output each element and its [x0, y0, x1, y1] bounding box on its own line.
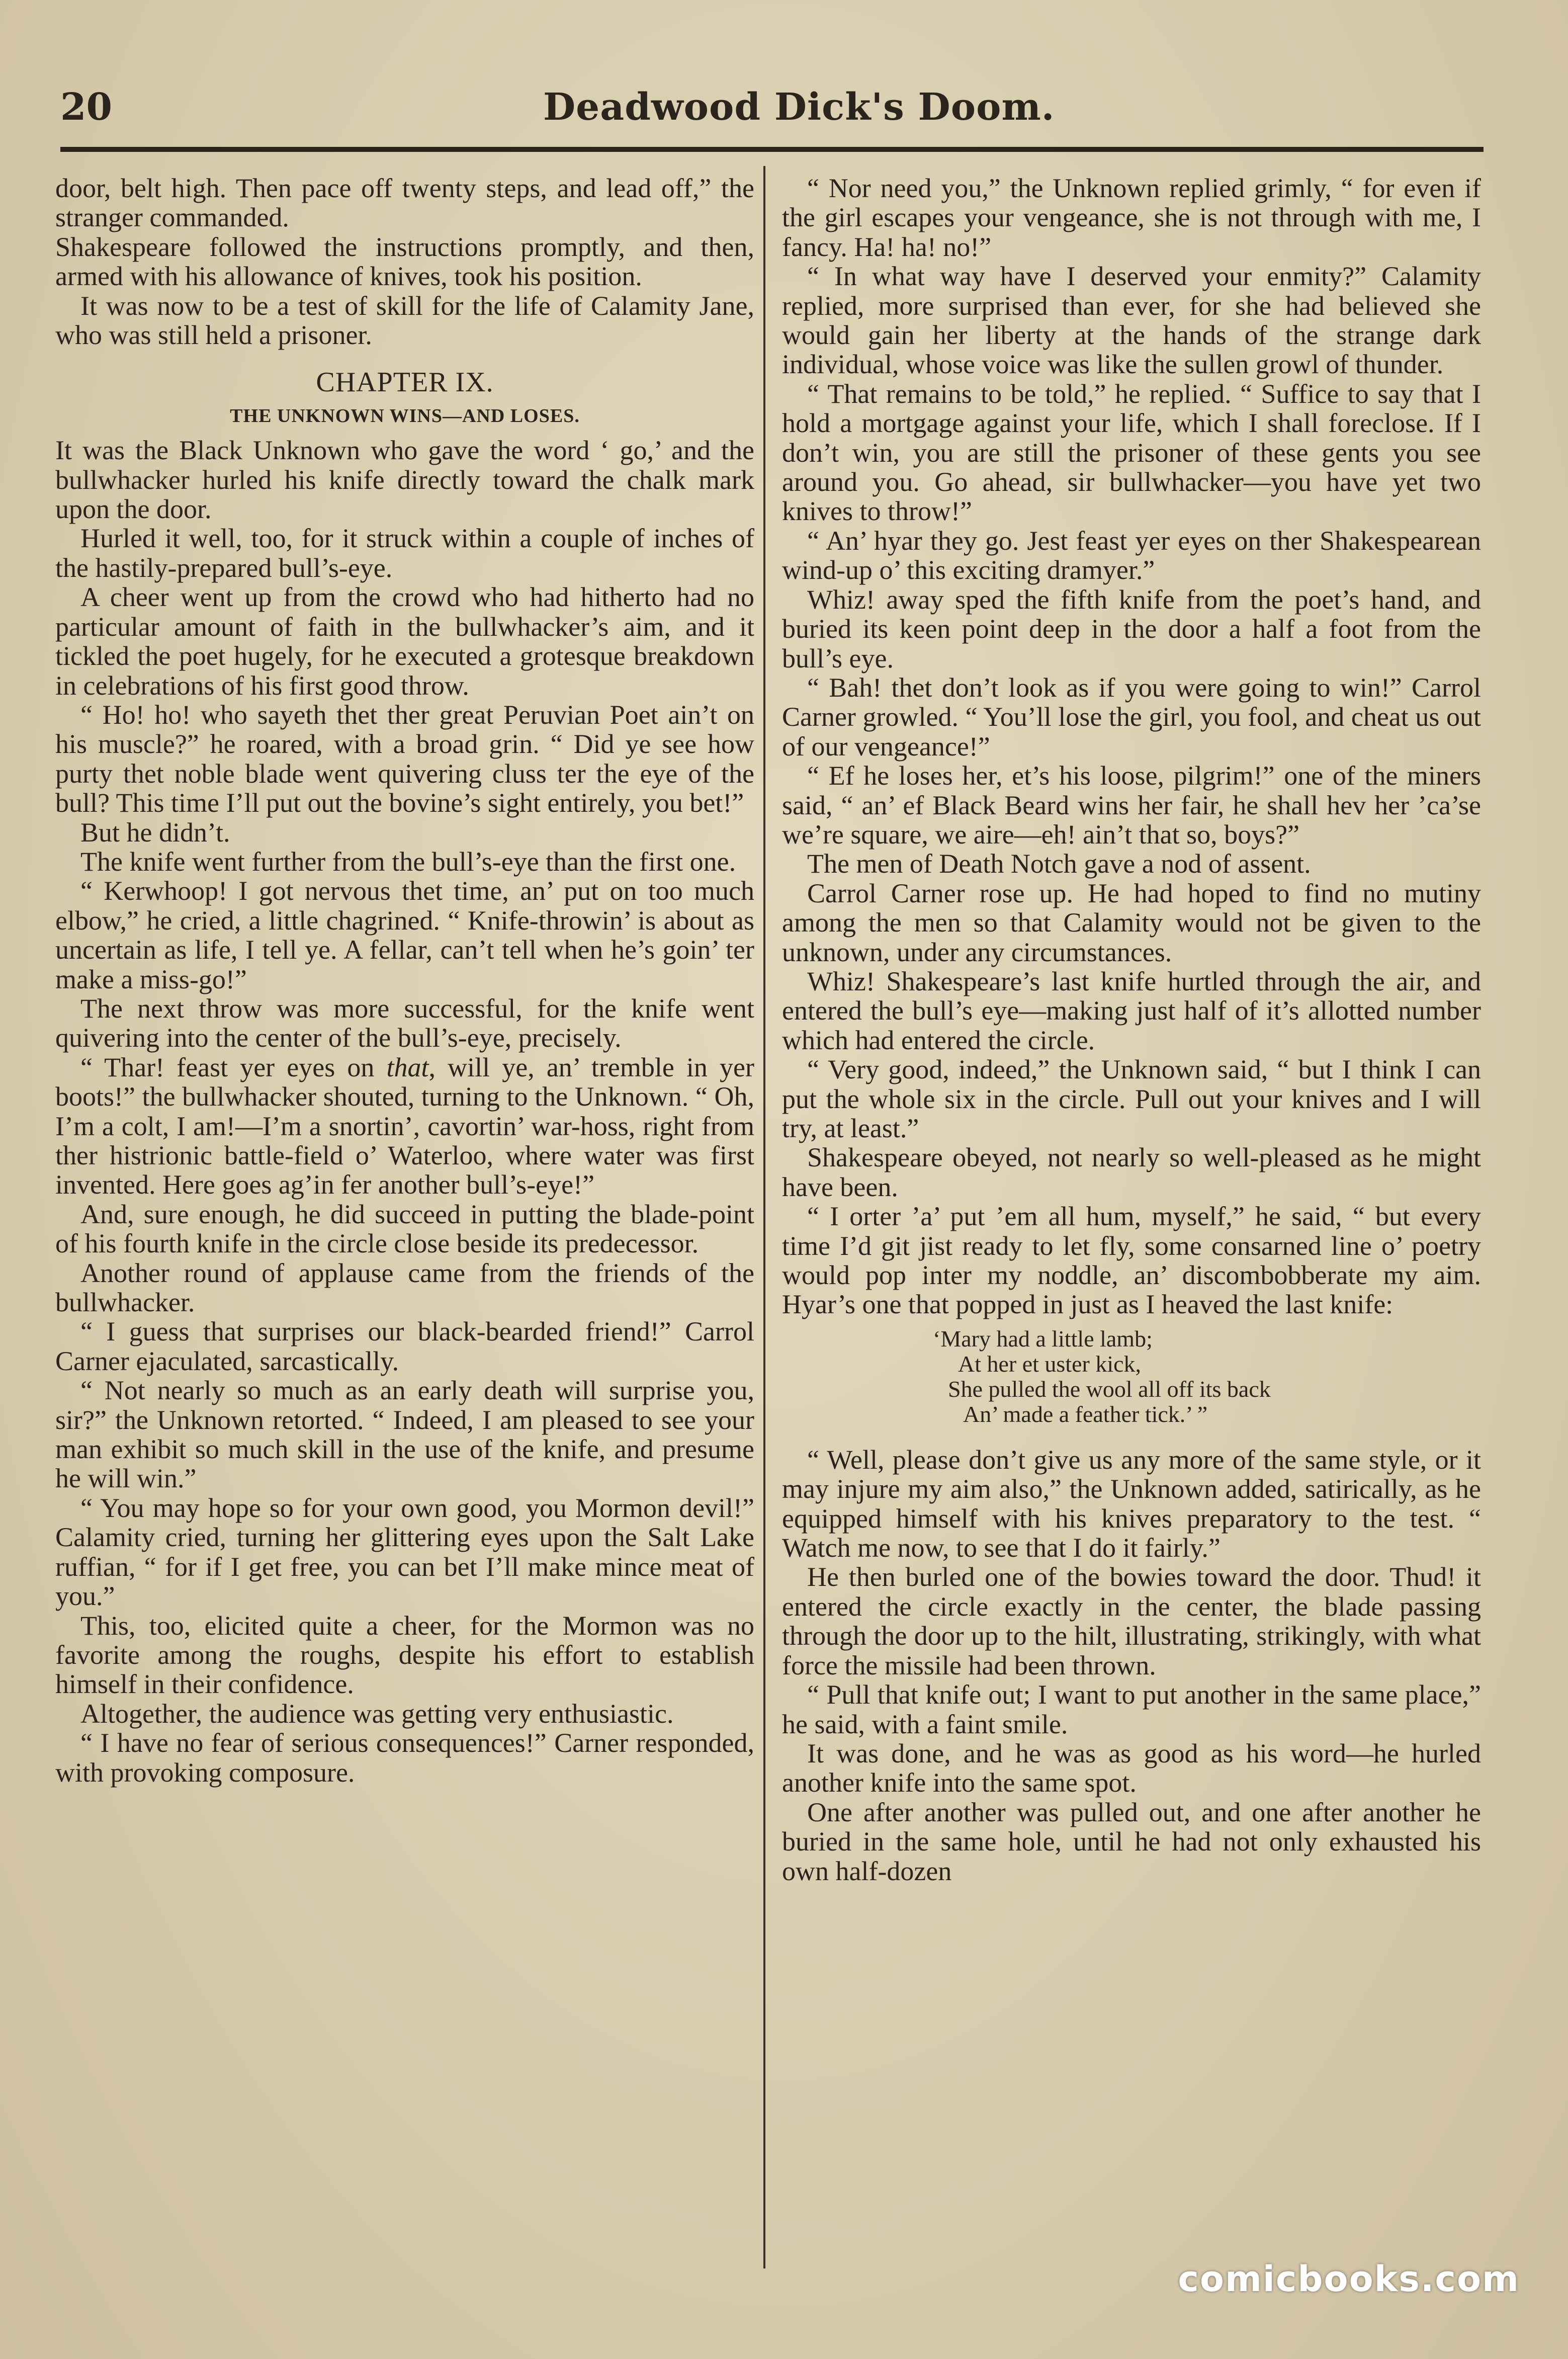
text-run: , will ye, an’ tremble in yer boots!” the bullwhacker shouted, turning to the Unknown. “ Oh, I’m a colt, I am!—I’m a snortin’, cavortin’ war-hoss, right from ther histrionic battle-field o’ Waterloo, where water was first invented. Here goes ag’in fer another bull’s-eye!” [55, 1052, 754, 1200]
paragraph: Hurled it well, too, for it struck within a couple of inches of the hastily-prepared bull’s-eye. [55, 523, 754, 583]
header-rule [60, 147, 1484, 152]
paragraph: “ Not nearly so much as an early death will surprise you, sir?” the Unknown retorted. “ Indeed, I am pleased to see your man exhibit so much skill in the use of the knife, and presume he will win.” [55, 1375, 754, 1494]
paragraph: The men of Death Notch gave a nod of assent. [807, 849, 1311, 879]
verse-block [782, 1326, 1481, 1427]
paragraph: Carrol Carner rose up. He had hoped to find no mutiny among the men so that Calamity would not be given to the unknown, under any circumstances. [782, 878, 1481, 967]
paragraph: And, sure enough, he did succeed in putting the blade-point of his fourth knife in the circle close beside its predecessor. [55, 1199, 754, 1259]
paragraph: “ Well, please don’t give us any more of the same style, or it may injure my aim also,” the Unknown added, satirically, as he equipped himself with his knives preparatory to the test. “ Watch me now, to see that I do it fairly.” [782, 1444, 1481, 1563]
paragraph: “ That remains to be told,” he replied. “ Suffice to say that I hold a mortgage against your life, which I shall foreclose. If I don’t win, you are still the prisoner of these gents you see around you. Go ahead, sir bullwhacker—you have yet two knives to throw!” [782, 378, 1481, 527]
paragraph: It was now to be a test of skill for the life of Calamity Jane, who was still held a prisoner. [55, 290, 754, 351]
running-title: Deadwood Dick's Doom. [543, 86, 1055, 129]
page-header [60, 86, 1468, 141]
paragraph: “ In what way have I deserved your enmity?” Calamity replied, more surprised than ever, for she had believed she would gain her liberty at the hands of the strange dark individual, whose voice was like the sullen growl of thunder. [782, 261, 1481, 380]
paragraph: It was done, and he was as good as his word—he hurled another knife into the same spot. [782, 1738, 1481, 1798]
left-column [55, 174, 754, 1787]
paragraph: “ Nor need you,” the Unknown replied grimly, “ for even if the girl escapes your vengeance, she is not through with me, I fancy. Ha! ha! no!” [782, 173, 1481, 262]
paragraph: “ An’ hyar they go. Jest feast yer eyes on ther Shakespearean wind-up o’ this exciting dramyer.” [782, 525, 1481, 585]
paragraph: “ Ef he loses her, et’s his loose, pilgrim!” one of the miners said, “ an’ ef Black Beard wins her fair, he shall hev her ’ca’se we’re square, we aire—eh! ain’t that so, boys?” [782, 761, 1481, 850]
paragraph: door, belt high. Then pace off twenty steps, and lead off,” the stranger commanded. [55, 173, 754, 233]
text-run: “ Thar! feast yer eyes on [80, 1052, 387, 1082]
paragraph: This, too, elicited quite a cheer, for the Mormon was no favorite among the roughs, despite his effort to establish himself in their confidence. [55, 1610, 754, 1700]
verse-line: At her et uster kick, [958, 1351, 1142, 1377]
verse-line: ‘Mary had a little lamb; [933, 1325, 1153, 1352]
paragraph: The knife went further from the bull’s-eye than the first one. [80, 846, 736, 877]
paragraph: “ Very good, indeed,” the Unknown said, “ but I think I can put the whole six in the circle. Pull out your knives and I will try, at least.” [782, 1054, 1481, 1143]
chapter-title: CHAPTER IX. [316, 367, 494, 398]
paragraph: “ Ho! ho! who sayeth thet ther great Peruvian Poet ain’t on his muscle?” he roared, with a broad grin. “ Did ye see how purty thet noble blade went quivering cluss ter the eye of the bull? This time I’ll put out the bovine’s sight entirely, you bet!” [55, 699, 754, 818]
paragraph: “ I have no fear of serious consequences!” Carner responded, with provoking composure. [55, 1728, 754, 1788]
paragraph: Shakespeare obeyed, not nearly so well-pleased as he might have been. [782, 1142, 1481, 1202]
verse-line: She pulled the wool all off its back [948, 1376, 1271, 1402]
paragraph [55, 1053, 754, 1200]
paragraph: Whiz! away sped the fifth knife from the poet’s hand, and buried its keen point deep in the door a half a foot from the bull’s eye. [782, 584, 1481, 673]
paragraph: One after another was pulled out, and one after another he buried in the same hole, until he had not only exhausted his own half-dozen [782, 1797, 1481, 1886]
paragraph: “ You may hope so for your own good, you Mormon devil!” Calamity cried, turning her glittering eyes upon the Salt Lake ruffian, “ for if I get free, you can bet I’ll make mince meat of you.” [55, 1492, 754, 1612]
paragraph: “ Bah! thet don’t look as if you were going to win!” Carrol Carner growled. “ You’ll lose the girl, you fool, and cheat us out of our vengeance!” [782, 672, 1481, 762]
paragraph: Whiz! Shakespeare’s last knife hurtled through the air, and entered the bull’s eye—making just half of it’s allotted number which had entered the circle. [782, 966, 1481, 1055]
page-number: 20 [60, 86, 112, 129]
paragraph: A cheer went up from the crowd who had hitherto had no particular amount of faith in the bullwhacker’s aim, and it tickled the poet hugely, for he executed a grotesque breakdown in celebrations of his first good throw. [55, 582, 754, 701]
chapter-subtitle: THE UNKNOWN WINS—AND LOSES. [230, 405, 580, 427]
paragraph: “ I guess that surprises our black-bearded friend!” Carrol Carner ejaculated, sarcastically. [55, 1316, 754, 1376]
paragraph: But he didn’t. [80, 817, 230, 848]
emphasis: that [386, 1052, 429, 1082]
paragraph: The next throw was more successful, for the knife went quivering into the center of the bull’s-eye, precisely. [55, 993, 754, 1053]
column-divider [763, 166, 765, 2268]
right-column [782, 174, 1481, 1886]
paragraph: Shakespeare followed the instructions promptly, and then, armed with his allowance of knives, took his position. [55, 231, 754, 292]
verse-line: An’ made a feather tick.’ ” [963, 1401, 1208, 1427]
paragraph: Altogether, the audience was getting very enthusiastic. [80, 1698, 674, 1729]
paragraph: It was the Black Unknown who gave the word ‘ go,’ and the bullwhacker hurled his knife directly toward the chalk mark upon the door. [55, 435, 754, 525]
paragraph: “ Kerwhoop! I got nervous thet time, an’ put on too much elbow,” he cried, a little chagrined. “ Knife-throwin’ is about as uncertain as life, I tell ye. A fellar, can’t tell when he’s goin’ ter make a miss-go!” [55, 876, 754, 994]
paragraph: “ Pull that knife out; I want to put another in the same place,” he said, with a faint smile. [782, 1679, 1481, 1739]
paragraph: “ I orter ’a’ put ’em all hum, myself,” he said, “ but every time I’d git jist ready to let fly, some consarned line o’ poetry would pop inter my noddle, an’ discombobberate my aim. Hyar’s one that popped in just as I heaved the last knife: [782, 1201, 1481, 1320]
site-watermark: comicbooks.com [1178, 2258, 1520, 2300]
paragraph: Another round of applause came from the friends of the bullwhacker. [55, 1257, 754, 1318]
paragraph: He then burled one of the bowies toward the door. Thud! it entered the circle exactly in the center, the blade passing through the door up to the hilt, illustrating, strikingly, with what force the missile had been thrown. [782, 1562, 1481, 1680]
